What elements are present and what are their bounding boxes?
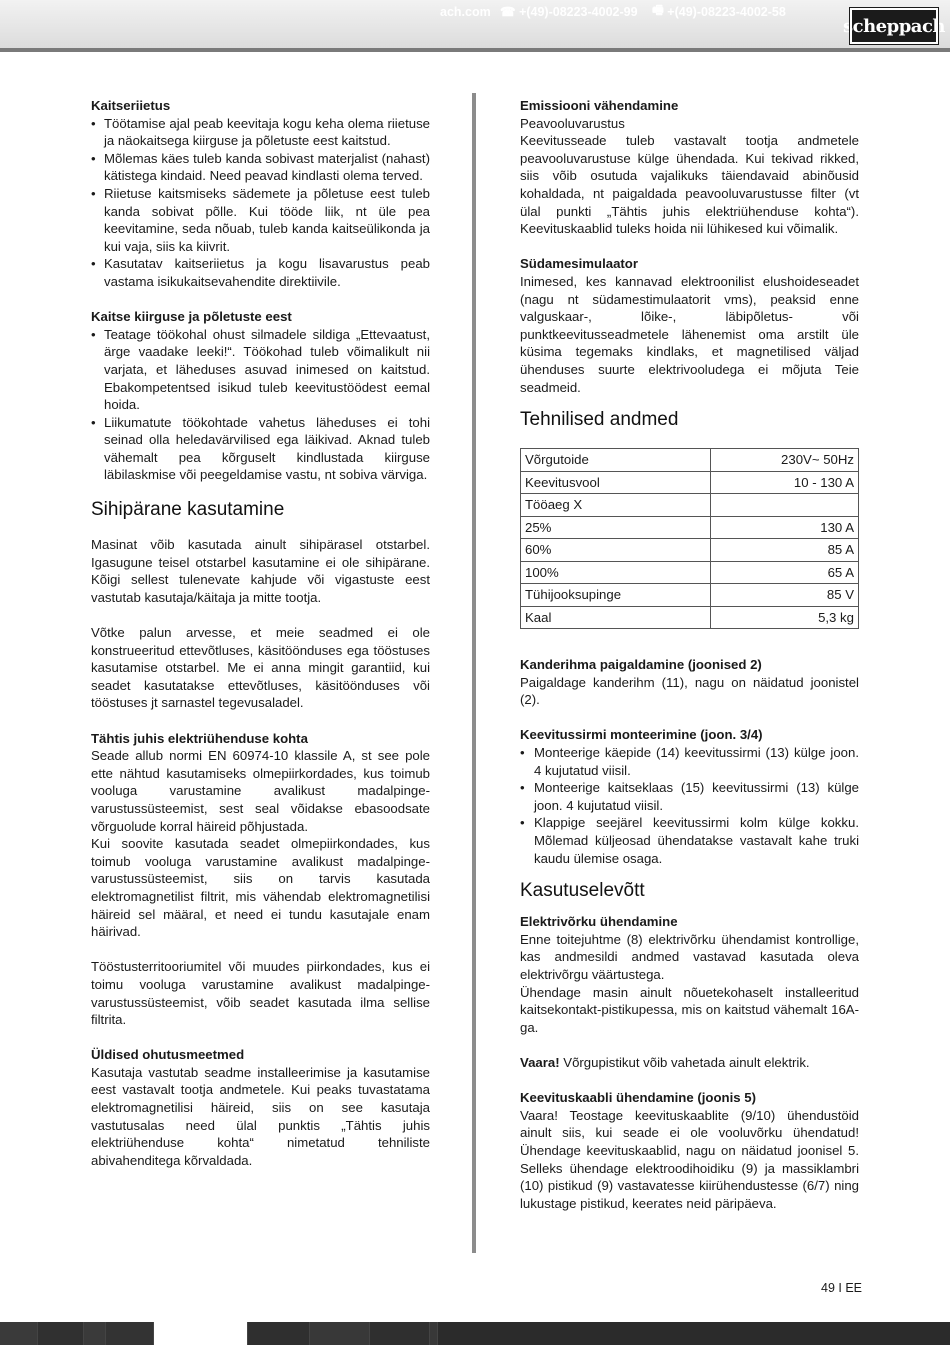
list-item: • Kasutatav kaitseriietus ja kogu lisavarustus peab vastama isikukaitsevahendite direktiivile.: [91, 255, 430, 290]
spec-label: 60%: [521, 539, 711, 562]
heading-emissiooni-vahendamine: Emissiooni vähendamine: [520, 98, 679, 113]
spec-value: 230V~ 50Hz: [710, 449, 858, 472]
table-row: [521, 584, 859, 607]
spec-label: Võrgutoide: [521, 449, 711, 472]
list-item: • Monteerige käepide (14) keevitussirmi (13) külge joon. 4 kujutatud viisil.: [520, 744, 859, 779]
paragraph: Tööstusterritooriumitel või muudes piirkondades, kus ei toimu vooluga varustamine avalikust madalpinge-varustussüsteemist, võib seadet kasutada ilma sellise filtrita.: [91, 959, 430, 1028]
spec-value: 85 V: [710, 584, 858, 607]
list-item: • Liikumatute töökohtade vahetus läheduses ei tohi seinad olla heledavärvilised ega läikivad. Aknad tuleb vähemalt pea kõrguselt kindlustada kiirguse läbilaskmise või peegeldamise vastu, nt sobiva värviga.: [91, 414, 430, 484]
phone-icon: ☎: [500, 5, 516, 19]
spec-label: 25%: [521, 516, 711, 539]
fax-icon: 🖷: [652, 3, 664, 17]
footer-segment: [248, 1322, 310, 1345]
subheading-peavooluvarustus: Peavooluvarustus: [520, 115, 625, 131]
table-row: [521, 494, 859, 517]
paragraph: Keevitusseade tuleb vastavalt tootja andmetele peavooluvarustuse külge ühendada. Kui tekivad rikked, siis võib osutuda vajalikuks täiendavaid abinõusid kohaldada, nt paigaldada peavooluvarustusse filter (vt ülal punkti „Tähtis juhis elektriühenduse kohta“). Keevituskaablid tuleks hoida nii lühikesed kui võimalik.: [520, 133, 859, 237]
table-row: [521, 449, 859, 472]
spec-label: Tühijooksupinge: [521, 584, 711, 607]
section-title-kasutuselevott: Kasutuselevõtt: [520, 880, 645, 902]
warning-label: Vaara!: [520, 1054, 560, 1070]
list-kaitseriietus: [91, 115, 430, 291]
footer-fax: [652, 0, 786, 23]
list-item: • Mõlemas käes tuleb kanda sobivast materjalist (nahast) kätistega kindaid. Need peavad kindlasti olema terved.: [91, 150, 430, 185]
table-row: [521, 606, 859, 629]
footer-segment: [0, 1322, 38, 1345]
spec-table: [520, 448, 859, 629]
spec-label: Keevitusvool: [521, 471, 711, 494]
table-row: [521, 561, 859, 584]
table-row: [521, 471, 859, 494]
table-row: [521, 539, 859, 562]
section-title-sihiparane: Sihipärane kasutamine: [91, 499, 285, 521]
column-divider: [472, 93, 476, 1253]
footer-segment: [370, 1322, 430, 1345]
spec-value: [710, 494, 858, 517]
heading-uldised-ohutusmeetmed: Üldised ohutusmeetmed: [91, 1047, 245, 1063]
list-item: • Töötamise ajal peab keevitaja kogu keha olema riietuse ja näokaitsega kiirguse ja põletuste eest kaitstud.: [91, 115, 430, 150]
paragraph: Vaara! Teostage keevituskaablite (9/10) ühendustöid ainult siis, kui seade ei ole vooluvõrku ühendatud! Ühendage keevituskaablid, nagu on näidatud joonisel 5. Selleks ühendage elektroodihoidiku (9) ja massiklambri (10) pistikud (9) vastavatesse kiirühendustesse (6/7) ning lukustage pistikud, keerates neid päripäeva.: [520, 1107, 859, 1211]
spec-value: 65 A: [710, 561, 858, 584]
list-item: • Monteerige kaitseklaas (15) keevitussirmi (13) külge joon. 4 kujutatud viisil.: [520, 779, 859, 814]
heading-kaitse-kiirguse: Kaitse kiirguse ja põletuste eest: [91, 309, 292, 325]
paragraph: Võtke palun arvesse, et meie seadmed ei ole konstrueeritud ettevõtluses, käsitöönduses ega tööstuses kasutamise otstarbel. Me ei anna mingit garantiid, kui seadet kasutatakse ettevõtluses, käsitöönduses või tööstuses jt sarnastel tegevusaladel.: [91, 625, 430, 711]
footer-segment: [310, 1322, 370, 1345]
list-item: • Klappige seejärel keevitussirmi kolm külge kokku. Mõlemad küljeosad ühendatakse vastavalt kahe truki kaudu ülemise osaga.: [520, 814, 859, 867]
paragraph: Masinat võib kasutada ainult sihipärasel otstarbel. Igasugune teisel otstarbel kasutamine ei ole sihipärane. Kõigi sellest tulenevate kahjude või vigastuste eest vastutab kasutaja/käitaja ja mitte tootja.: [91, 537, 430, 605]
footer-segment: [38, 1322, 84, 1345]
footer-website: ach.com: [440, 4, 491, 19]
footer-segment: [84, 1322, 106, 1345]
list-kaitse-kiirguse: [91, 326, 430, 484]
spec-label: Tööaeg X: [521, 494, 711, 517]
heading-keevitussirm: Keevitussirmi monteerimine (joon. 3/4): [520, 727, 763, 743]
spec-label: 100%: [521, 561, 711, 584]
paragraph: Enne toitejuhtme (8) elektrivõrku ühendamist kontrollige, kas andmesildi andmed vastavad kasutada oleva elektrivõrgu väärtustega.: [520, 931, 859, 982]
paragraph: Kui soovite kasutada seadet olmepiirkondades, kus toimub vooluga varustamine avalikust madalpinge-varustussüsteemist, siis on tarvis kasutada elektromagnetilist filtrit, mis vähendab elektromagnetilisi häireid sel määral, et need ei tundu kasutajale enam häirivad.: [91, 836, 430, 940]
spec-value: 5,3 kg: [710, 606, 858, 629]
heading-sudamesimulaator: Südamesimulaator: [520, 256, 638, 272]
paragraph: Paigaldage kanderihm (11), nagu on näidatud joonistel (2).: [520, 674, 859, 708]
heading-elektrivorku-uhendamine: Elektrivõrku ühendamine: [520, 914, 678, 930]
footer-phone: [500, 0, 638, 23]
heading-kanderihm: Kanderihma paigaldamine (joonised 2): [520, 657, 762, 673]
page-number: 49 I EE: [821, 1281, 862, 1295]
footer-bar: [0, 1322, 950, 1345]
scheppach-logo: scheppach: [850, 8, 938, 44]
footer-phone-number: +(49)-08223-4002-99: [519, 4, 638, 19]
section-title-tehnilised-andmed: Tehnilised andmed: [520, 409, 679, 431]
paragraph: Seade allub normi EN 60974-10 klassile A, st see pole ette nähtud kasutamiseks olmepiirkordades, kus toimub vooluga varustamine avalikust madalpinge-varustussüsteemist, sest seal võidakse ebasoodsate võrguolude korral häireid põhjustada.: [91, 748, 430, 834]
left-column: [91, 97, 430, 1169]
warning-text: Võrgupistikut võib vahetada ainult elektrik.: [559, 1054, 810, 1070]
list-item: • Riietuse kaitsmiseks sädemete ja põletuse eest tuleb kanda sobivat põlle. Kui tööde liik, nt üle pea keevitamine, seda nõuab, tuleb kanda kaitseülikonda ja kui vaja, siis ka kiivrit.: [91, 185, 430, 255]
footer-fax-number: +(49)-08223-4002-58: [667, 4, 786, 19]
spec-value: 85 A: [710, 539, 858, 562]
heading-kaitseriietus: Kaitseriietus: [91, 98, 171, 113]
table-row: [521, 516, 859, 539]
heading-keevituskaabli-uhendamine: Keevituskaabli ühendamine (joonis 5): [520, 1090, 756, 1106]
footer-segment: [106, 1322, 154, 1345]
right-column: [520, 97, 859, 1212]
paragraph: Inimesed, kes kannavad elektroonilist elushoideseadet (nagu nt südamestimulaatorit vms), peaksid enne valguskaar-, lõike-, läbipõletus- või punktkeevitusseadmetele lähenemist oma arstilt üle küsima tegemaks kindlaks, et magnetilised väljad ühenduses suurte elektrivooludega ei mõjuta Teie seadmeid.: [520, 273, 859, 395]
heading-tahtis-juhis: Tähtis juhis elektriühenduse kohta: [91, 730, 308, 746]
list-keevitussirm: [520, 744, 859, 867]
paragraph: Kasutaja vastutab seadme installeerimise ja kasutamise eest vastavalt tootja andmetele. Kui peaks tuvastatama elektromagnetilisi häireid, siis on see kasutaja vastutusalas need ülal punktis „Tähtis juhis elektriühenduse kohta“ nimetatud tehniliste abivahenditega kõrvaldada.: [91, 1064, 430, 1168]
footer-segment: [430, 1322, 438, 1345]
spec-value: 130 A: [710, 516, 858, 539]
footer-segment-white: [154, 1322, 248, 1345]
paragraph: Ühendage masin ainult nõuetekohaselt installeeritud kaitsekontakt-pistikupessa, mis on kaitstud vähemalt 16A-ga.: [520, 984, 859, 1035]
spec-value: 10 - 130 A: [710, 471, 858, 494]
list-item: • Teatage töökohal ohust silmadele sildiga „Ettevaatust, ärge vaadake leeki!“. Töökohad tuleb võimalikult nii varjata, et läheduses asuvad inimesed on kaitstud. Ebakompetentsed isikud tuleb keevitustöödest eemal hoida.: [91, 326, 430, 414]
spec-label: Kaal: [521, 606, 711, 629]
warning-paragraph: [520, 1054, 859, 1072]
